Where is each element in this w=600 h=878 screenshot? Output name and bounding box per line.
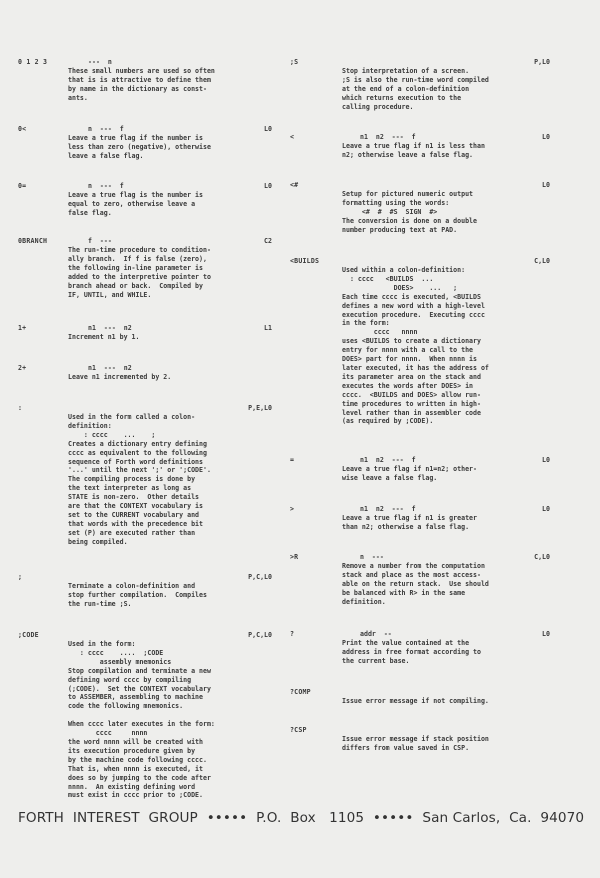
entry-stack: n --- <box>360 553 384 561</box>
entry-word: ? <box>290 630 295 638</box>
entry-word: 1+ <box>18 324 27 332</box>
entry-description: Print the value contained at the address in free format according to the current base. <box>342 639 481 665</box>
entry-word: ?COMP <box>290 688 311 696</box>
entry-description: Leave a true flag if the number is less than zero (negative), otherwise leave a false flag. <box>68 134 211 160</box>
entry-word: 0 1 2 3 <box>18 58 48 66</box>
entry-word: 0= <box>18 182 27 190</box>
entry-description: Increment n1 by 1. <box>68 333 140 341</box>
entry-stack: n1 n2 --- f <box>360 456 416 464</box>
entry-flags: L0 <box>542 133 550 141</box>
entry-word: 0< <box>18 125 27 133</box>
entry-word: 0BRANCH <box>18 237 48 245</box>
entry-flags: L0 <box>542 456 550 464</box>
entry-word: < <box>290 133 295 141</box>
entry-word: ;CODE <box>18 631 39 639</box>
entry-flags: C,L0 <box>534 257 550 265</box>
entry-description: Used within a colon-definition: : cccc <BUILDS ... DOES> ... ; Each time cccc is executed, <BUILDS defines a new word with a high-level execution procedure. Executing cccc in the form: cccc nnnn uses <BUILDS to create a dictionary entry for nnnn with a call to the DOES> part for nnnn. When nnnn is later executed, it has the address of its parameter area on the stack and executes the words after DOES> in cccc. <BUILDS and DOES> allow run- time procedures to written in high- level rather than in assembler code (as required by ;CODE). <box>342 266 489 426</box>
entry-word: ?CSP <box>290 726 307 734</box>
entry-word: ;S <box>290 58 299 66</box>
entry-description: Leave a true flag if n1 is less than n2; otherwise leave a false flag. <box>342 142 485 159</box>
entry-flags: P,C,L0 <box>248 631 272 639</box>
entry-word: <# <box>290 181 299 189</box>
entry-stack: n --- f <box>88 182 124 190</box>
entry-flags: C2 <box>264 237 272 245</box>
entry-flags: L0 <box>542 505 550 513</box>
entry-flags: L1 <box>264 324 272 332</box>
entry-flags: L0 <box>542 181 550 189</box>
entry-stack: n1 --- n2 <box>88 364 132 372</box>
entry-flags: P,L0 <box>534 58 550 66</box>
entry-description: Leave n1 incremented by 2. <box>68 373 172 381</box>
entry-description: Remove a number from the computation stack and place as the most access- able on the return stack. Use should be balanced with R> in the same definition. <box>342 562 489 606</box>
entry-description: Leave a true flag if n1=n2; other- wise leave a false flag. <box>342 465 477 482</box>
entry-description: Stop interpretation of a screen. ;S is also the run-time word compiled at the end of a colon-definition which returns execution to the calling procedure. <box>342 67 489 111</box>
entry-word: : <box>18 404 23 412</box>
entry-description: Used in the form: : cccc .... ;CODE assembly mnemonics Stop compilation and terminate a new defining word cccc by compiling (;CODE). Set the CONTEXT vocabulary to ASSEMBER, assembling to machine code the following mnemonics. When cccc later executes in the form: cccc nnnn the word nnnn will be created with its execution procedure given by by the machine code following cccc. That is, when nnnn is executed, it does so by jumping to the code after nnnn. An existing defining word must exist in cccc prior to ;CODE. <box>68 640 215 800</box>
entry-description: These small numbers are used so often that is is attractive to define them by name in the dictionary as const- ants. <box>68 67 215 102</box>
entry-flags: C,L0 <box>534 553 550 561</box>
entry-stack: n1 n2 --- f <box>360 505 416 513</box>
entry-stack: f --- <box>88 237 112 245</box>
entry-word: >R <box>290 553 299 561</box>
entry-word: = <box>290 456 295 464</box>
entry-stack: n1 --- n2 <box>88 324 132 332</box>
entry-flags: L0 <box>542 630 550 638</box>
entry-flags: L0 <box>264 125 272 133</box>
entry-description: Leave a true flag is the number is equal to zero, otherwise leave a false flag. <box>68 191 203 217</box>
page-footer: FORTH INTEREST GROUP ••••• P.O. Box 1105 ••••• San Carlos, Ca. 94070 <box>18 810 585 826</box>
entry-word: ; <box>18 573 23 581</box>
entry-description: Leave a true flag if n1 is greater than n2; otherwise a false flag. <box>342 514 477 531</box>
entry-stack: --- n <box>88 58 112 66</box>
entry-word: > <box>290 505 295 513</box>
entry-description: Used in the form called a colon- definition: : cccc ... ; Creates a dictionary entry defining cccc as equivalent to the following sequence of Forth word definitions '...' until the next ';' or ';CODE'. The compiling process is done by the text interpreter as long as STATE is non-zero. Other details are that the CONTEXT vocabulary is set to the CURRENT vocabulary and that words with the precedence bit set (P) are executed rather than being compiled. <box>68 413 211 546</box>
entry-stack: n --- f <box>88 125 124 133</box>
entry-flags: P,E,L0 <box>248 404 272 412</box>
entry-description: Setup for pictured numeric output formatting using the words: <# # #S SIGN #> The conversion is done on a double number producing text at PAD. <box>342 190 477 234</box>
entry-word: 2+ <box>18 364 27 372</box>
entry-stack: n1 n2 --- f <box>360 133 416 141</box>
entry-description: Terminate a colon-definition and stop further compilation. Compiles the run-time ;S. <box>68 582 207 608</box>
entry-flags: P,C,L0 <box>248 573 272 581</box>
entry-word: <BUILDS <box>290 257 320 265</box>
entry-stack: addr -- <box>360 630 392 638</box>
entry-flags: L0 <box>264 182 272 190</box>
entry-description: Issue error message if stack position differs from value saved in CSP. <box>342 735 489 752</box>
entry-description: Issue error message if not compiling. <box>342 697 489 705</box>
entry-description: The run-time procedure to condition- ally branch. If f is false (zero), the following in-line parameter is added to the interpretive pointer to branch ahead or back. Compiled by IF, UNTIL, and WHILE. <box>68 246 211 299</box>
